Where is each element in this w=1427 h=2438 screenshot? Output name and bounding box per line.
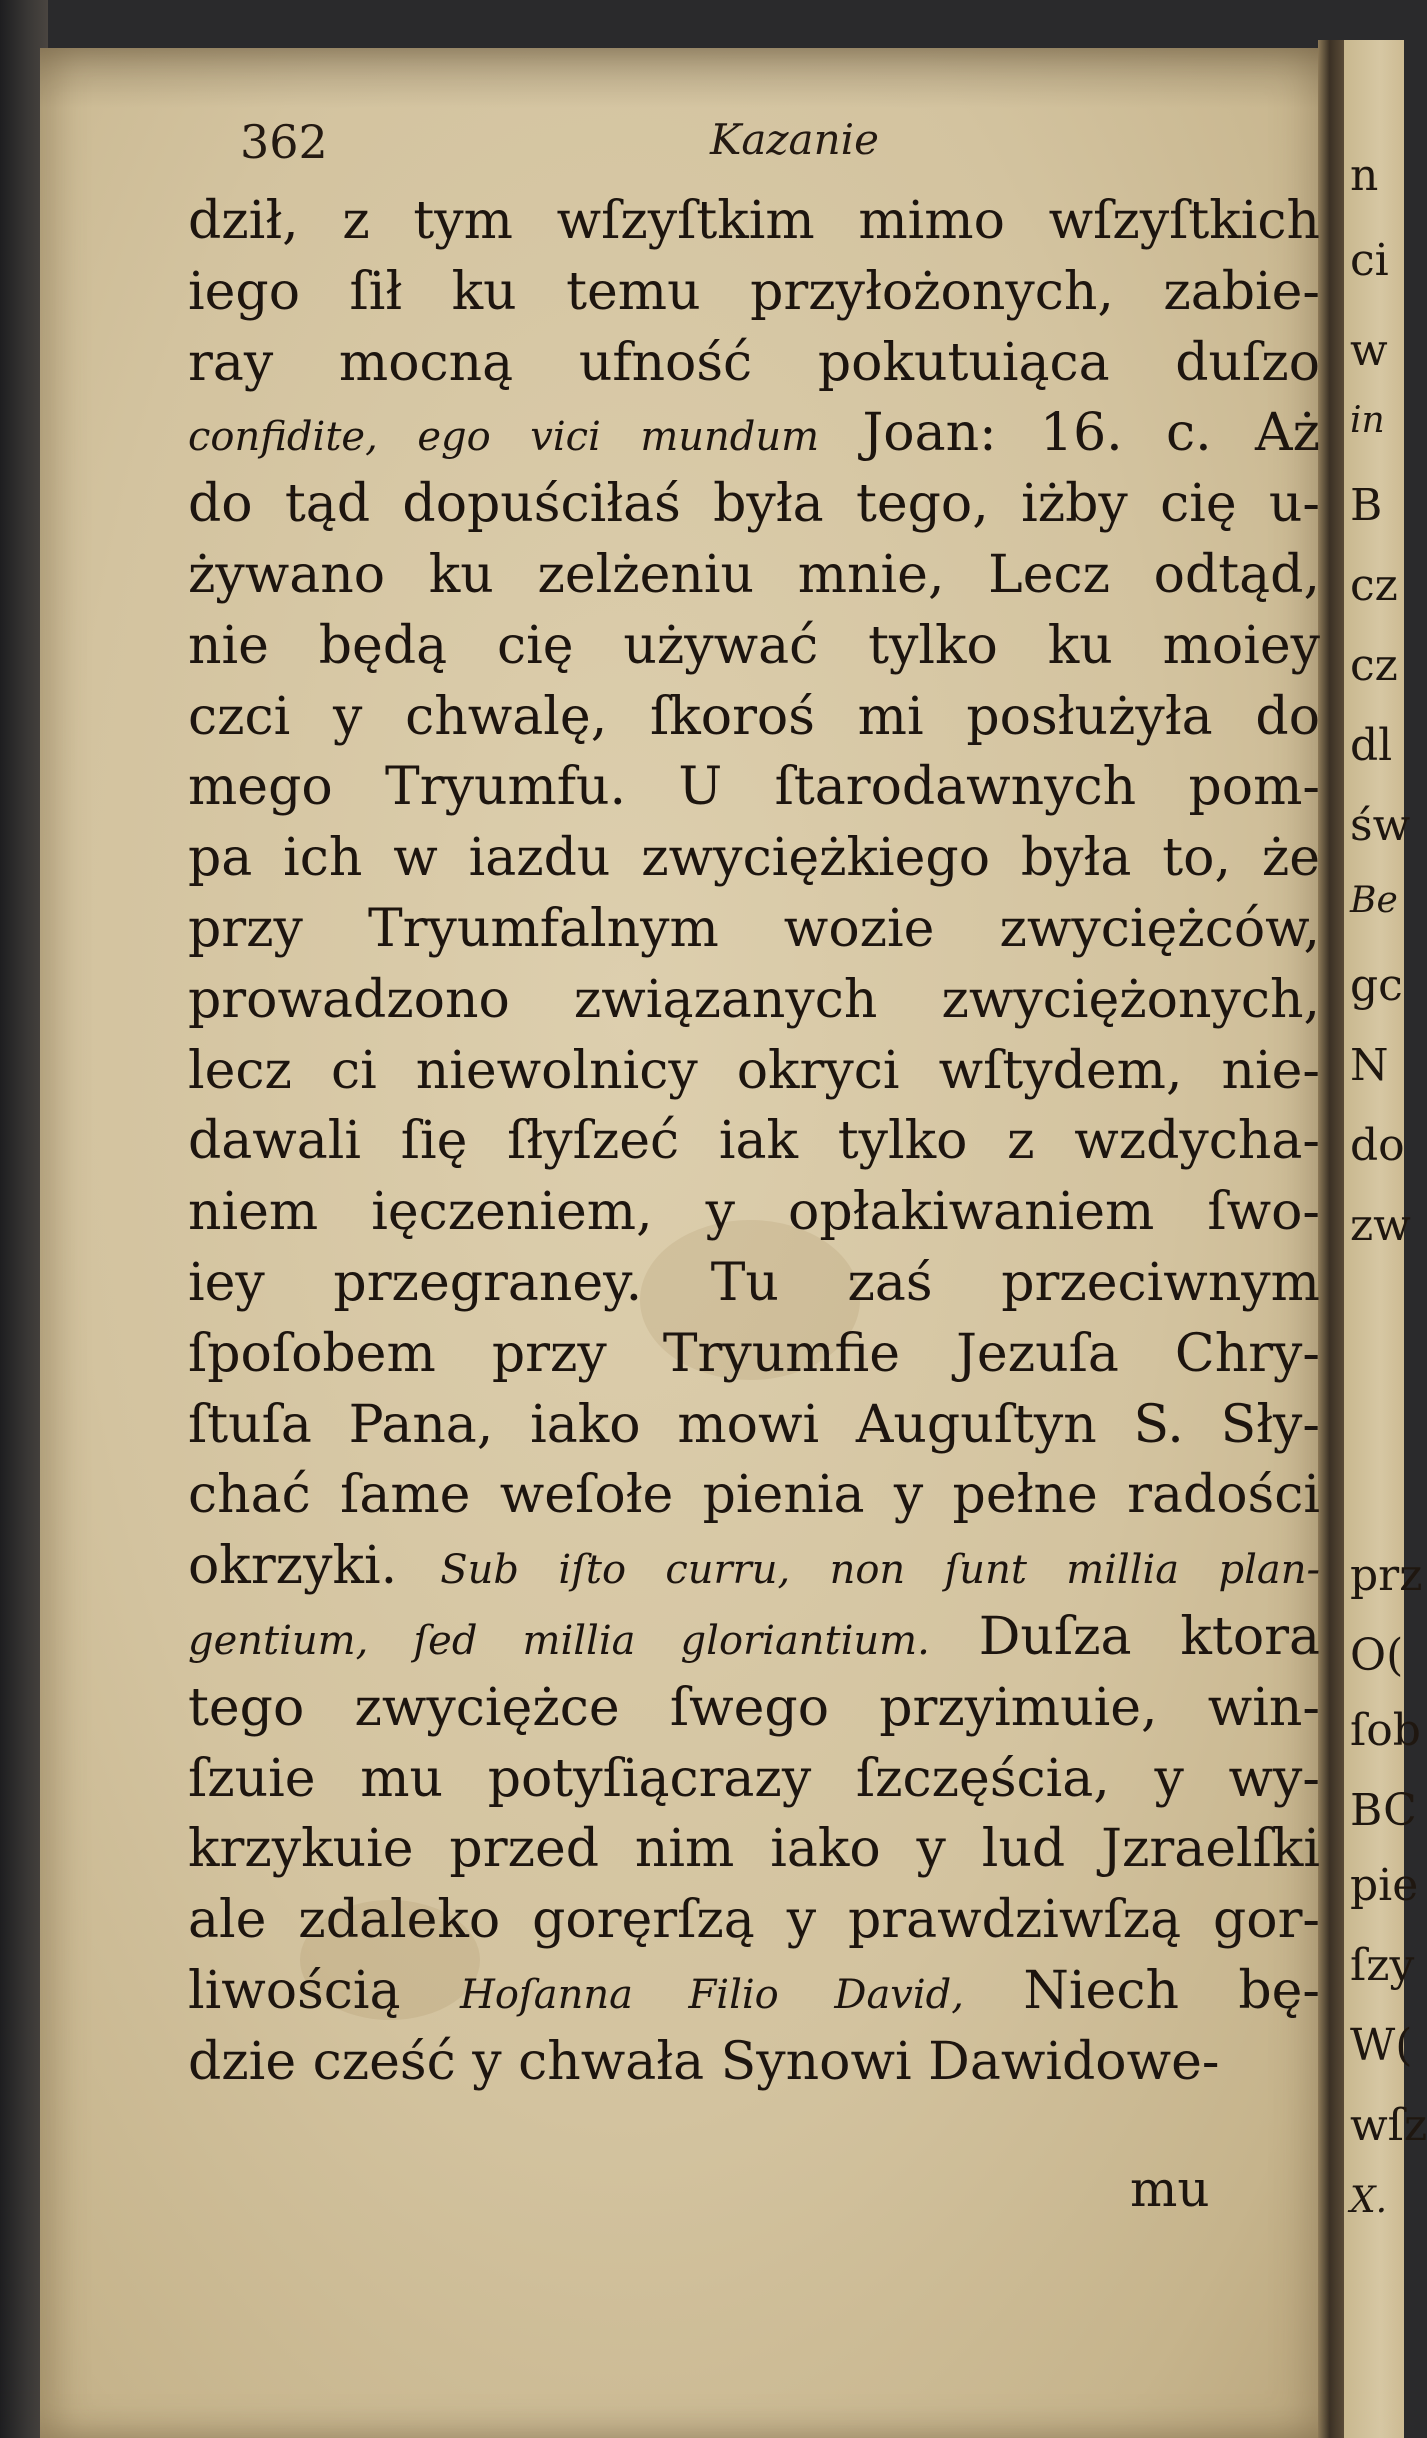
catchword: mu (1130, 2160, 1210, 2218)
text-line (188, 257, 1320, 328)
next-page-fragment: B (1350, 480, 1383, 531)
text-run: tego zwyciężce ſwego przyimuie, win- (188, 1677, 1320, 1738)
text-line (188, 1177, 1320, 1248)
text-run: żywano ku zelżeniu mnie, Lecz odtąd, (188, 544, 1320, 605)
next-page-fragment: pie (1350, 1860, 1419, 1911)
text-run: niem ięczeniem, y opłakiwaniem ſwo- (188, 1182, 1320, 1243)
text-line (188, 1602, 1320, 1673)
text-run: ſtuſa Pana, iako mowi Auguſtyn S. Sły- (188, 1394, 1320, 1455)
text-line (188, 1390, 1320, 1461)
text-line (188, 965, 1320, 1036)
text-run: dził, z tym wſzyſtkim mimo wſzyſtkich (188, 191, 1320, 251)
next-page-fragment: do (1350, 1120, 1405, 1171)
next-page-fragment: W( (1350, 2020, 1413, 2071)
running-head: Kazanie (710, 115, 879, 164)
text-line (188, 752, 1320, 823)
text-line (188, 1036, 1320, 1107)
latin-phrase: confidite, ego vici mundum (188, 414, 820, 461)
next-page-fragment: prz (1350, 1550, 1423, 1601)
text-line (188, 1248, 1320, 1319)
latin-phrase: gentium, ſed millia gloriantium. (188, 1617, 930, 1664)
next-page-edge (1344, 40, 1427, 2438)
next-page-fragment: cz (1350, 640, 1398, 691)
next-page-fragment: cz (1350, 560, 1398, 611)
text-run: iey przegraney. Tu zaś przeciwnym (188, 1252, 1320, 1313)
body-text (188, 186, 1320, 2098)
page-header (240, 115, 1240, 175)
text-run: czci y chwalę, ſkoroś mi posłużyła do (188, 686, 1320, 747)
text-run: przy Tryumfalnym wozie zwyciężców, (188, 898, 1320, 959)
text-run: do tąd dopuściłaś była tego, iżby cię u- (188, 474, 1320, 535)
text-line (188, 1319, 1320, 1390)
next-page-fragment: dl (1350, 720, 1393, 771)
next-page-fragment: n (1350, 150, 1379, 201)
next-page-fragment: św (1350, 800, 1411, 851)
next-page-fragment: Be (1350, 880, 1398, 921)
text-run: prowadzono związanych zwyciężonych, (188, 969, 1320, 1030)
text-line (188, 1460, 1320, 1531)
next-page-fragment: in (1350, 400, 1385, 441)
latin-phrase: Sub iſto curru, non ſunt millia plan- (440, 1547, 1320, 1594)
next-page-fragment: O( (1350, 1630, 1404, 1681)
text-run: dawali ſię ſłyſzeć iak tylko z wzdycha- (188, 1111, 1320, 1172)
page-number: 362 (240, 115, 328, 169)
text-line (188, 469, 1320, 540)
text-line (188, 328, 1320, 399)
next-page-fragment: zw (1350, 1200, 1411, 1251)
text-line (188, 611, 1320, 682)
text-line (188, 398, 1320, 469)
text-line (188, 1814, 1320, 1885)
page-top-shadow (40, 48, 1340, 108)
text-line (188, 1531, 1320, 1602)
text-run: nie będą cię używać tylko ku moiey (188, 615, 1320, 676)
text-run: ray mocną ufność pokutuiąca duſzo (188, 332, 1320, 393)
text-run: ale zdaleko goręrſzą y prawdziwſzą gor- (188, 1890, 1320, 1951)
next-page-fragment: gc (1350, 960, 1403, 1011)
text-line (188, 682, 1320, 753)
text-run: lecz ci niewolnicy okryci wſtydem, nie- (188, 1040, 1320, 1101)
text-run: ſpoſobem przy Tryumfie Jezuſa Chry- (188, 1323, 1320, 1384)
text-line (188, 186, 1320, 257)
text-line (188, 1744, 1320, 1815)
book-gutter (1318, 40, 1344, 2438)
text-run: Duſza ktora (929, 1606, 1320, 1667)
text-run: pa ich w iazdu zwyciężkiego była to, że (188, 828, 1320, 889)
text-run: mego Tryumfu. U ſtarodawnych pom- (188, 757, 1320, 818)
text-run: dzie cześć y chwała Synowi Dawidowe- (188, 2031, 1220, 2092)
next-page-fragment: w (1350, 325, 1388, 376)
text-run: Niech bę- (964, 1960, 1320, 2021)
text-run: okrzyki. (188, 1536, 441, 1597)
next-page-fragment: wſz (1350, 2100, 1427, 2151)
text-run: ſzuie mu potyſiącrazy ſzczęścia, y wy- (188, 1748, 1320, 1809)
text-line (188, 1106, 1320, 1177)
text-run: krzykuie przed nim iako y lud Jzraelſki (188, 1819, 1320, 1880)
text-line (188, 540, 1320, 611)
text-run: liwością (188, 1960, 460, 2021)
next-page-fragment: ſzy (1350, 1940, 1415, 1991)
text-run: chać ſame weſołe pienia y pełne radości (188, 1465, 1320, 1526)
next-page-fragment: N (1350, 1040, 1389, 1091)
next-page-fragment: BC (1350, 1785, 1417, 1836)
latin-phrase: Hoſanna Filio David, (459, 1971, 964, 2018)
text-line (188, 2027, 1320, 2098)
text-line (188, 1673, 1320, 1744)
next-page-fragment: ſob (1350, 1705, 1421, 1756)
text-run: Joan: 16. c. Aż (819, 403, 1320, 464)
text-line (188, 1956, 1320, 2027)
text-line (188, 1885, 1320, 1956)
next-page-fragment: X. (1350, 2180, 1388, 2221)
text-line (188, 894, 1320, 965)
text-run: iego ſił ku temu przyłożonych, zabie- (188, 261, 1320, 322)
text-line (188, 823, 1320, 894)
next-page-fragment: ci (1350, 235, 1389, 286)
